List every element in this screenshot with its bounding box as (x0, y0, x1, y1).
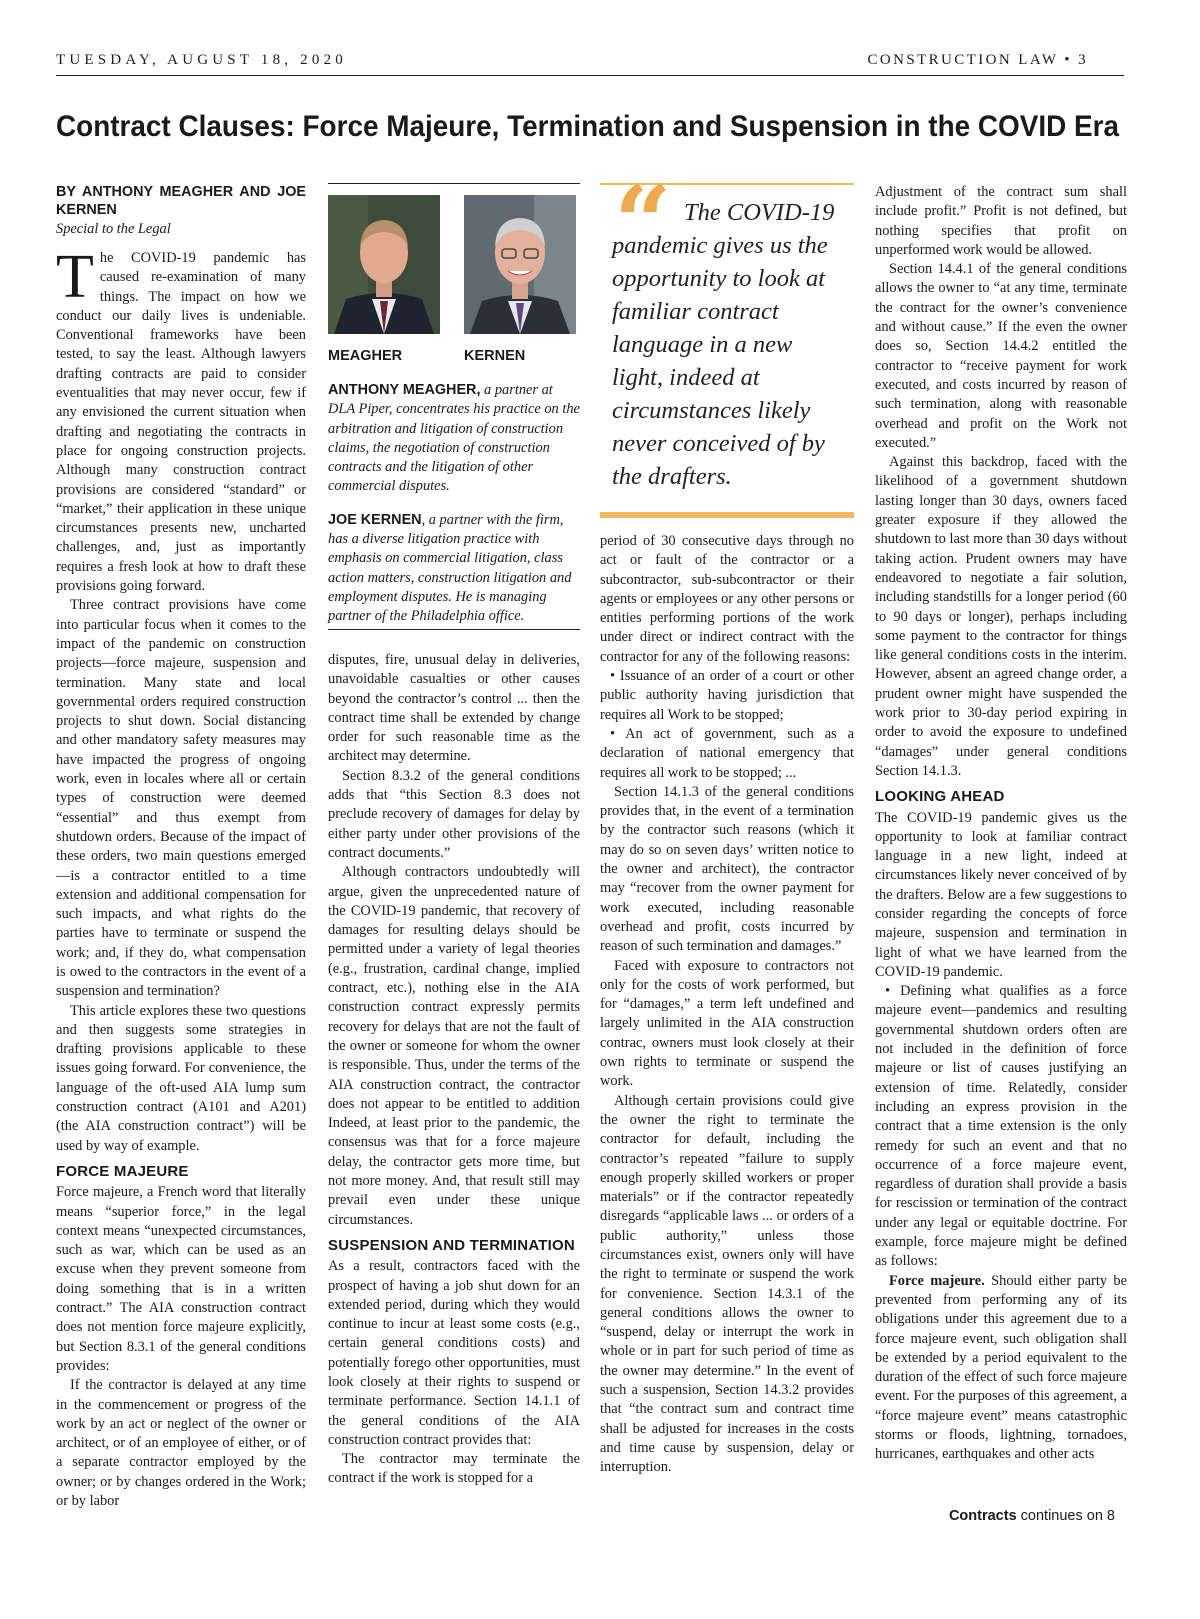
bio-name: ANTHONY MEAGHER, (328, 382, 481, 398)
quote-mark-icon: “ (614, 164, 672, 282)
paragraph: The COVID-19 pandemic gives us the opportunity to look at familiar contract language in a new light, indeed at circumstances likely never conceived of by the drafters. Below are a few suggestions to consider regarding the concepts of force majeure, suspension and termination in light of what we have learned from the COVID-19 pandemic. (875, 809, 1127, 980)
kernen-label: KERNEN (464, 348, 526, 364)
byline-sub: Special to the Legal (56, 221, 171, 237)
meagher-label: MEAGHER (328, 348, 403, 364)
headline: Contract Clauses: Force Majeure, Termination and Suspension in the COVID Era (56, 110, 1120, 143)
dropcap: T (56, 243, 94, 311)
paragraph: Adjustment of the contract sum shall include profit.” Profit is not defined, but nothing specifies that profit on unperformed work would be allowed. (875, 184, 1127, 258)
paragraph: Force majeure, a French word that literally means “superior force,” in the legal context means “unexpected circumstances, such as war, which can be used as an excuse when they prevent someone from doing something that is in a written contract.” The AIA construction contract does not mention force majeure explicitly, but Section 8.3.1 of the general conditions provides: (56, 1184, 306, 1374)
paragraph: Section 14.1.3 of the general conditions provides that, in the event of a termination by the contractor such reasons (which it may do so on seven days’ written notice to the owner and architect), the contractor may “recover from the owner payment for work executed, including reasonable overhead and profit, costs incurred by reason of such termination and damages.” (600, 783, 854, 955)
paragraph: This article explores these two questions and then suggests some strategies in drafting provisions applicable to these issues going forward. For convenience, the language of the oft-used AIA lump sum construction contract (A101 and A201) (the AIA construction contract”) will be used by way of example. (56, 1002, 306, 1154)
byline: BY ANTHONY MEAGHER AND JOE KERNEN (56, 184, 306, 218)
column-3 (600, 532, 854, 1478)
masthead-rule (56, 75, 1124, 76)
definition-text: Should either party be prevented from performing any of its obligations under this agreement due to a force majeure event, such obligation shall be extended by a period equivalent to the duration of the effect of such force majeure event. For the purposes of this agreement, a “force majeure event” means catastrophic storms or floods, lightning, tornadoes, hurricanes, earthquakes and other acts (875, 1272, 1127, 1463)
paragraph: Although contractors undoubtedly will argue, given the unprecedented nature of the COVID-19 pandemic, that recovery of damages for resulting delays should be permitted under a variety of legal theories (e.g., frustration, cardinal change, implied contract, etc.), nothing else in the AIA construction contract expressly permits recovery for delays that are not the fault of the owner or someone for whom the owner is responsible. Thus, under the terms of the AIA construction contract, the contractor does not appear to be entitled to addition Indeed, at least prior to the pandemic, the consensus was that for a force majeure delay, the contractor gets more time, but not more money. And, that result still may prevail even under these unique circumstances. (328, 864, 580, 1228)
bio-meagher (328, 381, 580, 497)
bullet-item: • Defining what qualifies as a force majeure event—pandemics and resulting governmental shutdown orders often are not included in the definition of force majeure or list of causes justifying an extension of time. Relatedly, consider including an express provision in the contract that a time extension is the only remedy for such an event and that no occurrence of a force majeure event, regardless of duration shall provide a basis for rescission or termination of the contract under any legal or equitable doctrine. For example, force majeure might be defined as follows: (875, 983, 1127, 1270)
paragraph: Section 8.3.2 of the general conditions adds that “this Section 8.3 does not preclude recovery of damages for delay by either party under other provisions of the contract documents.” (328, 767, 580, 861)
paragraph (875, 1272, 1127, 1465)
block-quote: If the contractor is delayed at any time in the commencement or progress of the work by an act or neglect of the owner or architect, or of an employee of either, or of a separate contractor employed by the owner; or by changes ordered in the Work; or by labor (56, 1377, 306, 1509)
author-photos (328, 183, 580, 625)
pull-quote-text: The COVID-19 pandemic gives us the opportunity to look at familiar contract language in a new light, indeed at circumstances likely never conceived of by the drafters. (612, 199, 835, 490)
paragraph: Against this backdrop, faced with the likelihood of a government shutdown lasting longer than 30 days, owners faced greater exposure if they allowed the shutdown to last more than 30 days without taking action. Prudent owners may have endeavored to negotiate a fair solution, including standstills for a longer period (60 to 90 days or longer), perhaps including some payment to the contractor for things like general conditions costs in the interim. However, absent an agreed change order, a prudent owner might have suspended the work prior to 30-day period expiring in order to avoid the exposure to undefined “damages” under general conditions Section 14.1.3. (875, 454, 1127, 779)
paragraph: The contractor may terminate the contract if the work is stopped for a (328, 1451, 580, 1487)
bio-text: a partner at DLA Piper, concentrates his practice on the arbitration and litigation of construction claims, the negotiation of construction contracts and the litigation of other commercial disputes. (328, 382, 580, 495)
paragraph (56, 243, 306, 596)
bio-name: JOE KERNEN (328, 511, 422, 528)
pull-quote-rule (600, 512, 854, 518)
subhead-looking-ahead: LOOKING AHEAD (875, 788, 1005, 806)
rule (328, 183, 580, 184)
continues-text: continues on 8 (1016, 1508, 1115, 1524)
meagher-photo (328, 195, 440, 334)
bullet-item: • An act of government, such as a declaration of national emergency that requires all work to be stopped; ... (600, 725, 854, 781)
bullet-item: • Issuance of an order of a court or other public authority having jurisdiction that requires all Work to be stopped; (600, 668, 854, 723)
pull-quote (600, 164, 854, 518)
paragraph: As a result, contractors faced with the prospect of having a job shut down for an extended period, during which they would continue to incur at least some costs (e.g., certain general conditions costs) and potentially forego other opportunities, must look closely at their rights to suspend or terminate performance. Section 14.1.1 of the general conditions of the AIA construction contract provides that: (328, 1258, 580, 1448)
definition-lead: Force majeure. (889, 1272, 985, 1289)
column-1 (56, 183, 306, 1511)
subhead-suspension: SUSPENSION AND TERMINATION (328, 1236, 575, 1254)
bio-text: , a partner with the firm, has a diverse litigation practice with emphasis on commercial litigation, class action matters, construction litigation and employment disputes. He is managing partner of the Philadelphia office. (328, 511, 572, 625)
rule (328, 629, 580, 630)
subhead-force-majeure: FORCE MAJEURE (56, 1162, 189, 1180)
column-4 (875, 183, 1127, 1465)
paragraph: disputes, fire, unusual delay in deliveries, unavoidable casualties or other causes beyond the contractor’s control ... then the contract time shall be extended by change order for such reasonable time as the architect may determine. (328, 652, 580, 765)
author-bios (328, 381, 580, 641)
paragraph: Faced with exposure to contractors not only for the costs of work performed, but for “damages,” a term left undefined and largely unlimited in the AIA construction contrac, owners must look closely at their own rights to terminate or suspend the work. (600, 957, 854, 1090)
paragraph: period of 30 consecutive days through no act or fault of the contractor or a subcontractor, sub-subcontractor or their agents or employees or any other persons or entities performing portions of the work under direct or indirect contract with the contractor for any of the following reasons: (600, 533, 854, 665)
masthead-date: TUESDAY, AUGUST 18, 2020 (56, 52, 347, 68)
paragraph-text: he COVID-19 pandemic has caused re-examination of many things. The impact on how we conduct our daily lives is undeniable. Conventional frameworks have been tested, to say the least. Although lawyers drafting contracts are paid to consider eventualities that may never occur, few if any envisioned the current situation when drafting and negotiating the contracts in place for ongoing construction projects. Although many construction contract provisions are considered “standard” or “market,” their application in these unique circumstances presents new, uncharted challenges, and, just as importantly requires a fresh look at how to draft these provisions going forward. (56, 250, 306, 595)
column-2 (328, 651, 580, 1489)
continues-label: Contracts (948, 1508, 1017, 1524)
paragraph: Section 14.4.1 of the general conditions allows the owner to “at any time, terminate the contract for the owner’s convenience and without cause.” If the even the owner does so, Section 14.4.2 entitled the contractor to “receive payment for work executed, and costs incurred by reason of such termination, along with reasonable overhead and profit on the Work not executed.” (875, 261, 1127, 451)
masthead-section: CONSTRUCTION LAW • 3 (867, 52, 1088, 68)
continues-link[interactable] (949, 1508, 1115, 1524)
paragraph: Three contract provisions have come into particular focus when it comes to the impact of the pandemic on construction projects—force majeure, suspension and termination. Many state and local governmental orders required construction projects to shut down. Social distancing and other mandatory safety measures may have impacted the progress of ongoing work, even in locales where all or certain types of construction were deemed “essential” and thus exempt from shutdown orders. Because of the impact of these orders, two main questions emerged—is a contractor entitled to a time extension and additional compensation for such impacts, and what rights do the parties have to terminate or suspend the work; and, if they do, what compensation is owed to the contractors in the event of a suspension and termination? (56, 597, 306, 1000)
kernen-photo (464, 195, 576, 334)
bio-kernen (328, 511, 580, 627)
paragraph: Although certain provisions could give the owner the right to terminate the contractor for default, including the contractor’s repeated ”failure to supply enough properly skilled workers or proper materials” or if the contractor repeatedly disregards “applicable laws ... or orders of a public authority,” unless those circumstances exist, owners only will have the right to terminate or suspend the work for convenience. Section 14.3.1 of the general conditions allows the owner to “suspend, delay or interrupt the work in whole or in part for such period of time as the owner may determine.” In the event of such a suspension, Section 14.3.2 provides that “the contract sum and contract time shall be adjusted for increases in the costs and time cause by suspension, delay or interruption. (600, 1092, 854, 1476)
